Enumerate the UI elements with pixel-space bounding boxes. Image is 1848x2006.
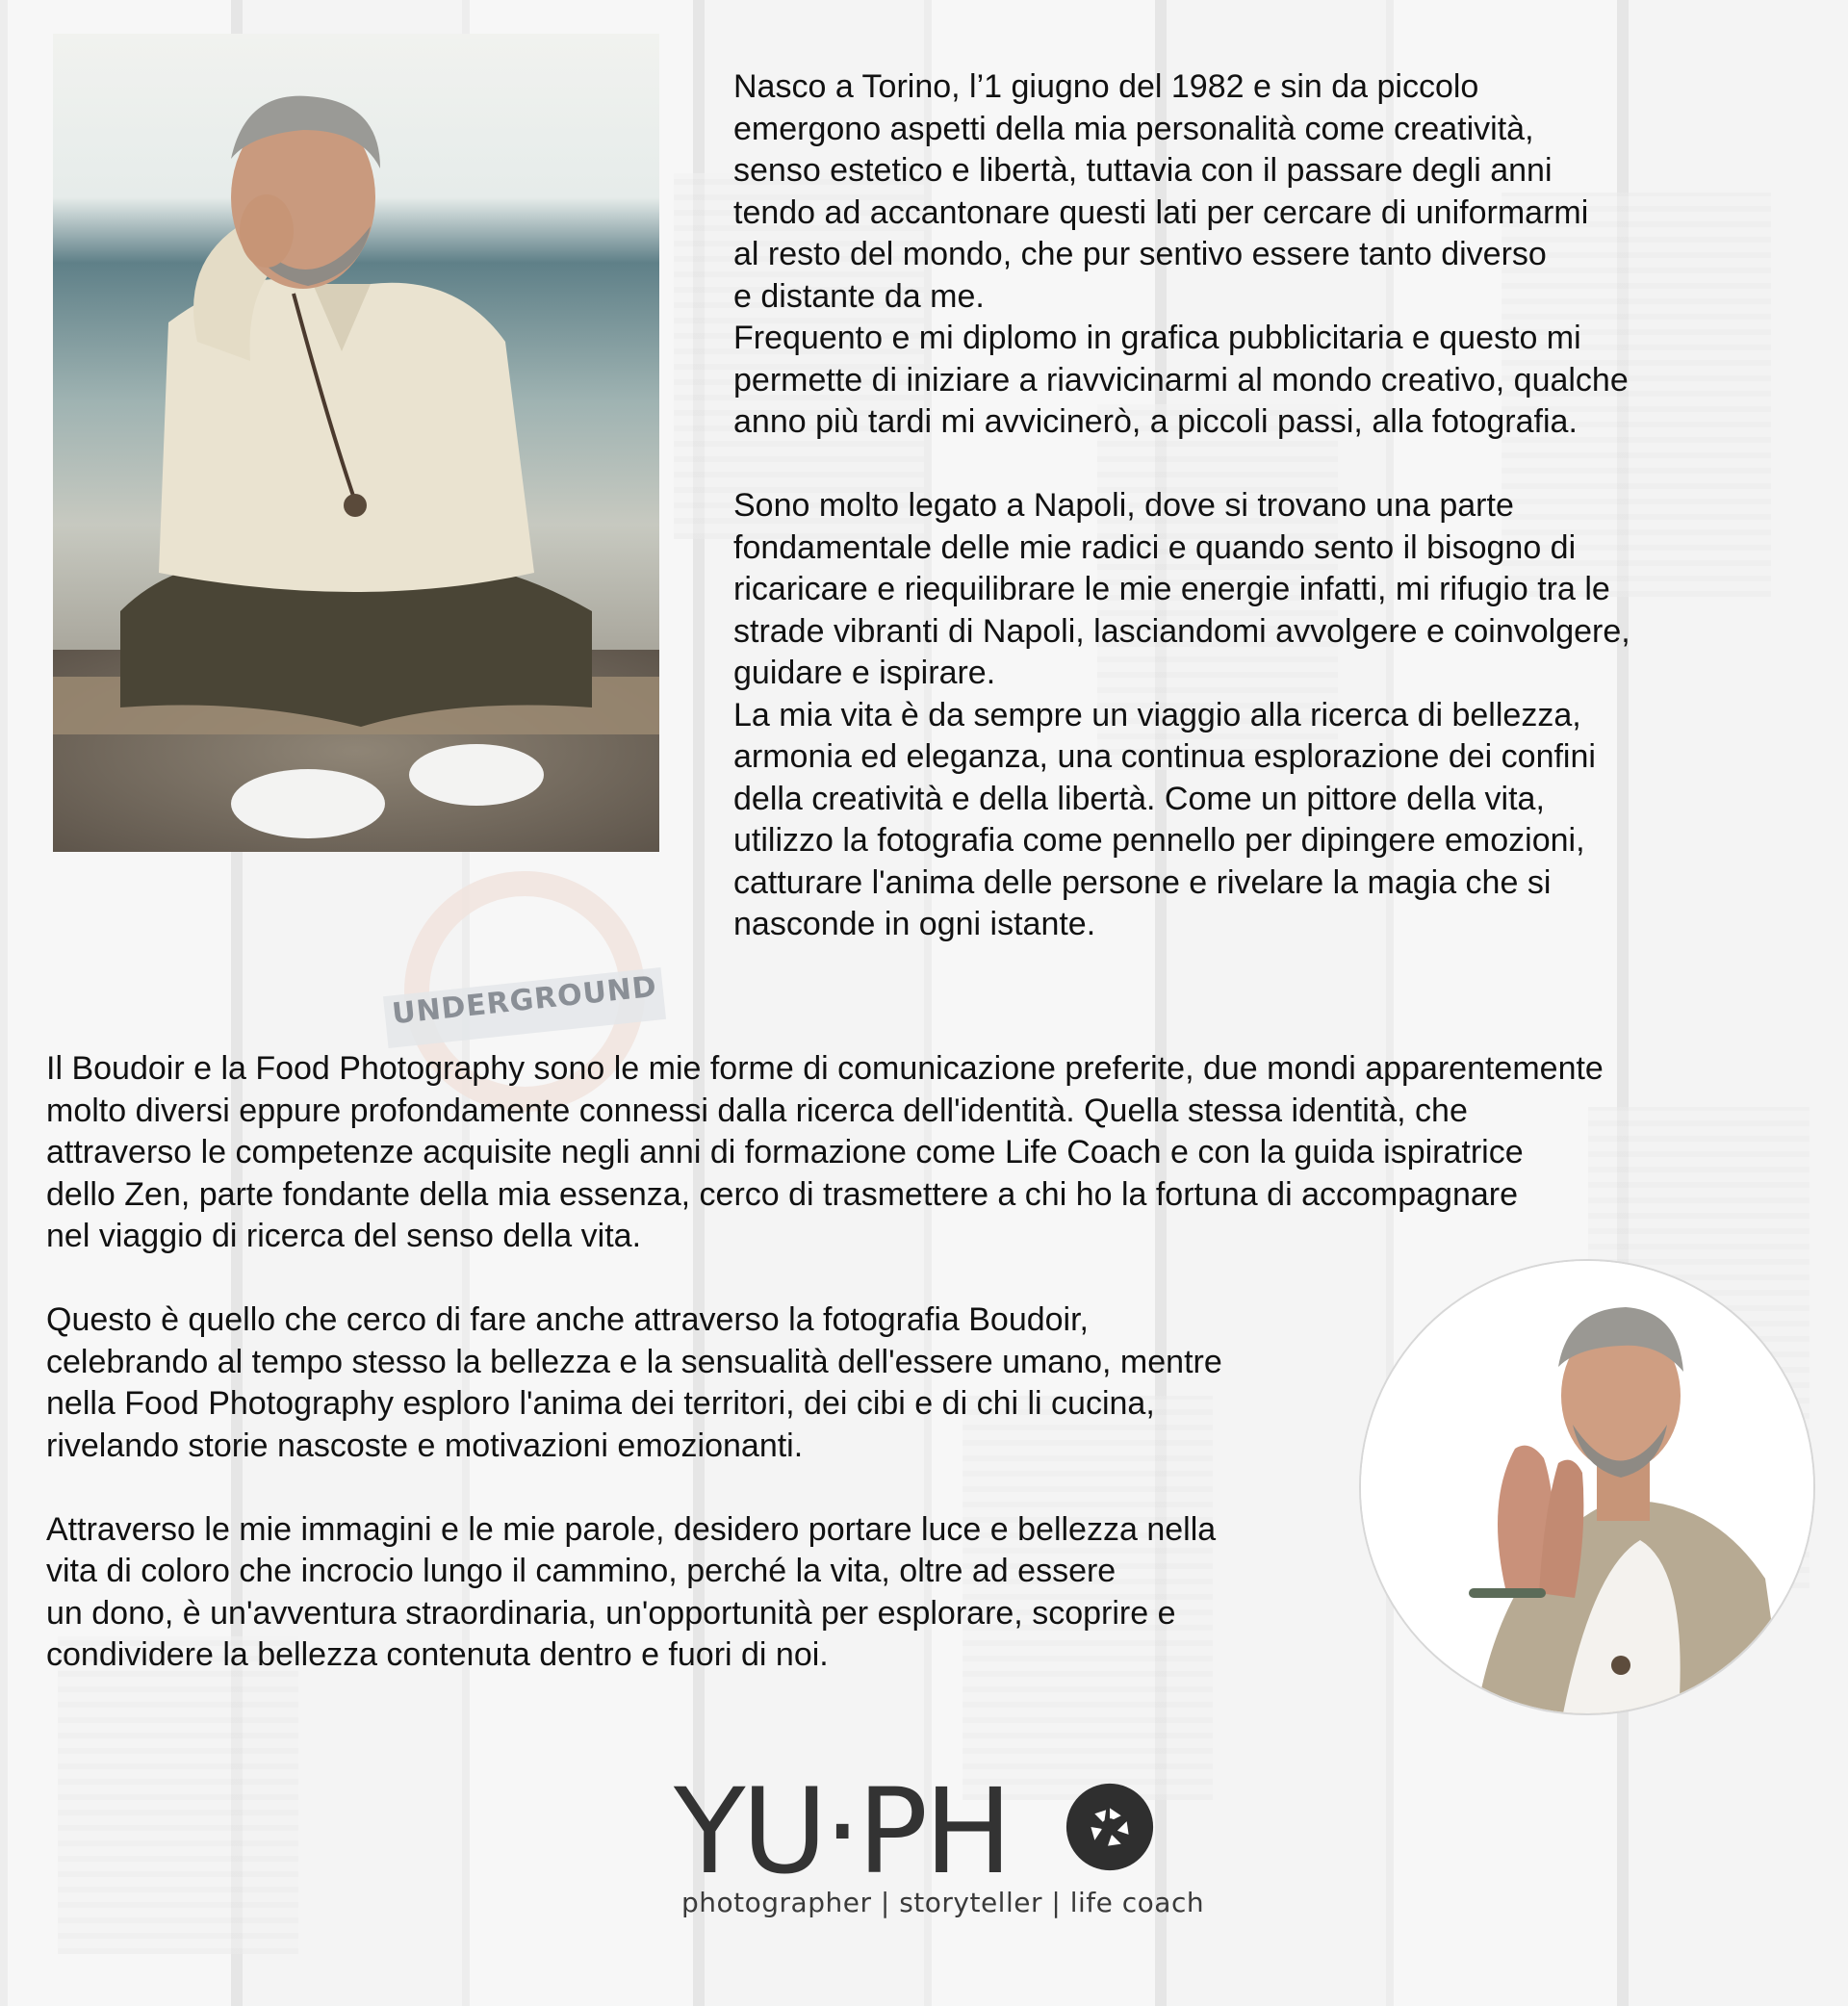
intro-line: permette di iniziare a riavvicinarmi al mondo creativo, qualche bbox=[733, 361, 1629, 399]
intro-line: La mia vita è da sempre un viaggio alla ricerca di bellezza, bbox=[733, 696, 1581, 733]
intro-line: della creatività e della libertà. Come un pittore della vita, bbox=[733, 780, 1545, 817]
intro-line: catturare l'anima delle persone e rivelare la magia che si bbox=[733, 863, 1552, 901]
intro-text-block bbox=[733, 66, 1630, 946]
body-line: nella Food Photography esploro l'anima dei territori, dei cibi e di chi li cucina, bbox=[46, 1385, 1155, 1422]
camera-aperture-icon bbox=[1063, 1780, 1157, 1874]
intro-line: utilizzo la fotografia come pennello per dipingere emozioni, bbox=[733, 822, 1585, 859]
intro-line: senso estetico e libertà, tuttavia con il passare degli anni bbox=[733, 152, 1553, 189]
intro-line: anno più tardi mi avvicinerò, a piccoli passi, alla fotografia. bbox=[733, 403, 1578, 440]
intro-line: ricaricare e riequilibrare le mie energie infatti, mi rifugio tra le bbox=[733, 571, 1610, 607]
intro-line: guidare e ispirare. bbox=[733, 655, 996, 691]
body-line: nel viaggio di ricerca del senso della vita. bbox=[46, 1218, 642, 1254]
intro-blank-line bbox=[733, 444, 1630, 486]
body-text-block bbox=[46, 1048, 1604, 1677]
logo-wordmark: YU·PH bbox=[674, 1763, 1009, 1900]
body-line: dello Zen, parte fondante della mia essenza, cerco di trasmettere a chi ho la fortuna di accompagnare bbox=[46, 1175, 1518, 1213]
body-line: celebrando al tempo stesso la bellezza e la sensualità dell'essere umano, mentre bbox=[46, 1343, 1222, 1380]
portrait-photo-seated bbox=[53, 34, 659, 852]
body-line: vita di coloro che incrocio lungo il cammino, perché la vita, oltre ad essere bbox=[46, 1553, 1116, 1589]
intro-line: e distante da me. bbox=[733, 277, 985, 315]
body-line: attraverso le competenze acquisite negli anni di formazione come Life Coach e con la guida ispiratrice bbox=[46, 1134, 1524, 1170]
body-line: Il Boudoir e la Food Photography sono le mie forme di comunicazione preferite, due mondi apparentemente bbox=[46, 1050, 1604, 1087]
intro-line: Nasco a Torino, l’1 giugno del 1982 e sin da piccolo bbox=[733, 68, 1479, 105]
intro-line: fondamentale delle mie radici e quando sento il bisogno di bbox=[733, 528, 1577, 566]
intro-line: nasconde in ogni istante. bbox=[733, 906, 1096, 942]
intro-line: Frequento e mi diplomo in grafica pubblicitaria e questo mi bbox=[733, 320, 1581, 356]
intro-line: emergono aspetti della mia personalità come creatività, bbox=[733, 110, 1534, 147]
body-line: Attraverso le mie immagini e le mie parole, desidero portare luce e bellezza nella bbox=[46, 1510, 1217, 1548]
portrait-photo-praying bbox=[1361, 1261, 1813, 1713]
underground-sign-text: UNDERGROUND bbox=[390, 969, 659, 1032]
intro-line: armonia ed eleganza, una continua esplorazione dei confini bbox=[733, 738, 1596, 775]
intro-line: Sono molto legato a Napoli, dove si trovano una parte bbox=[733, 487, 1514, 524]
body-line: condividere la bellezza contenuta dentro e fuori di noi. bbox=[46, 1636, 829, 1673]
intro-line: strade vibranti di Napoli, lasciandomi avvolgere e coinvolgere, bbox=[733, 612, 1630, 650]
logo-tagline: photographer | storyteller | life coach bbox=[681, 1887, 1205, 1918]
intro-line: tendo ad accantonare questi lati per cercare di uniformarmi bbox=[733, 193, 1589, 231]
body-line: rivelando storie nascoste e motivazioni emozionanti. bbox=[46, 1427, 804, 1464]
body-line: Questo è quello che cerco di fare anche attraverso la fotografia Boudoir, bbox=[46, 1301, 1089, 1338]
body-line: un dono, è un'avventura straordinaria, un'opportunità per esplorare, scoprire e bbox=[46, 1594, 1176, 1632]
body-blank-line bbox=[46, 1258, 1604, 1300]
body-line: molto diversi eppure profondamente connessi dalla ricerca dell'identità. Quella stessa identità, che bbox=[46, 1092, 1468, 1129]
intro-line: al resto del mondo, che pur sentivo essere tanto diverso bbox=[733, 236, 1547, 272]
